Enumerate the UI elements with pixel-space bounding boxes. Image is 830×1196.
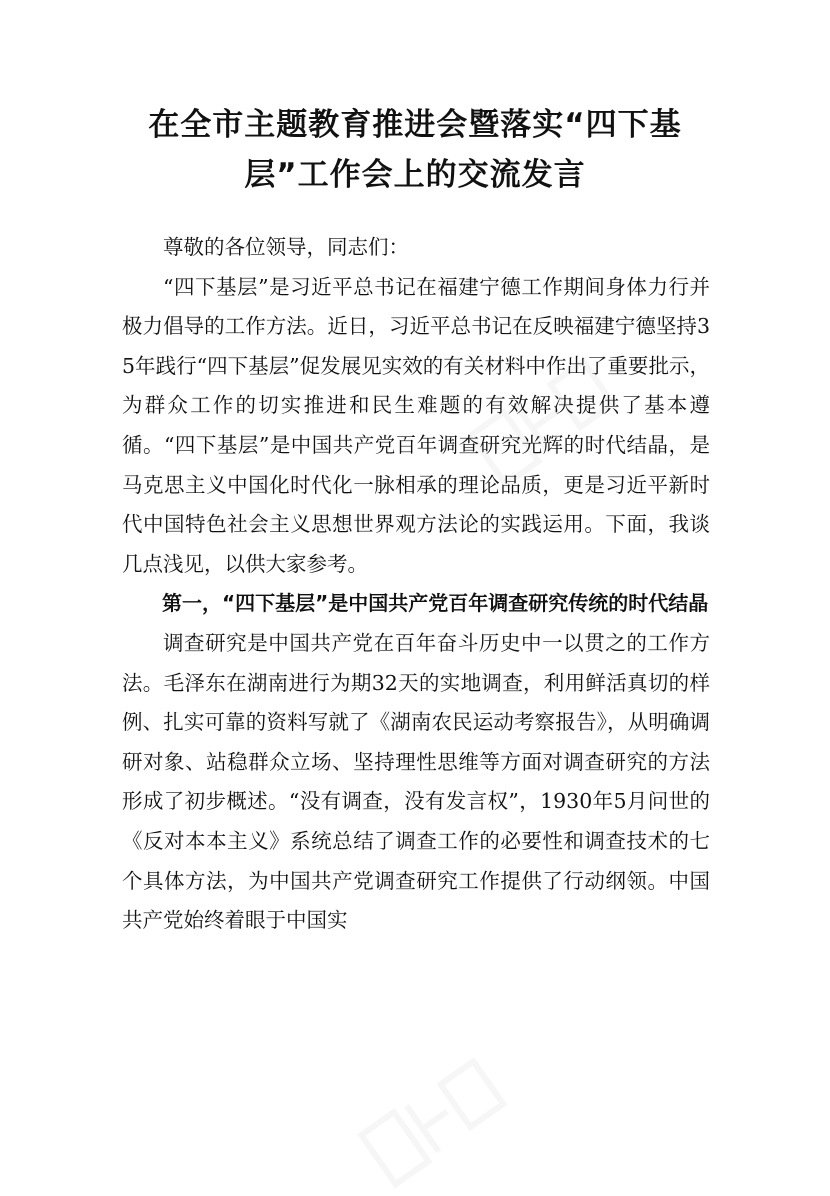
section-heading: 第一，“四下基层”是中国共产党百年调查研究传统的时代结晶 bbox=[162, 591, 709, 616]
salutation-paragraph: 尊敬的各位领导，同志们： bbox=[163, 235, 409, 259]
body-paragraph: 调查研究是中国共产党在百年奋斗历史中一以贯之的工作方法。毛泽东在湖南进行为期32天的实地调查，利用鲜活真切的样例、扎实可靠的资料写就了《湖南农民运动考察报告》，从明确调研对象、站稳群众立场、坚持理性思维等方面对调查研究的方法形成了初步概述。“没有调查，没有发言权”，1930年5月问世的《反对本本主义》系统总结了调查工作的必要性和调查技术的七个具体方法，为中国共产党调查研究工作提供了行动纲领。中国共产党始终着眼于中国实 bbox=[122, 630, 710, 933]
intro-paragraph: “四下基层”是习近平总书记在福建宁德工作期间身体力行并极力倡导的工作方法。近日，习近平总书记在反映福建宁德坚持35年践行“四下基层”促发展见实效的有关材料中作出了重要批示，为群众工作的切实推进和民生难题的有效解决提供了基本遵循。“四下基层”是中国共产党百年调查研究光辉的时代结晶，是马克思主义中国化时代化一脉相承的理论品质，更是习近平新时代中国特色社会主义思想世界观方法论的实践运用。下面，我谈几点浅见，以供大家参考。 bbox=[122, 274, 710, 576]
document-body bbox=[122, 228, 710, 941]
document-title: 在全市主题教育推进会暨落实“四下基层”工作会上的交流发言 bbox=[148, 107, 682, 193]
watermark-icon bbox=[351, 1044, 520, 1196]
